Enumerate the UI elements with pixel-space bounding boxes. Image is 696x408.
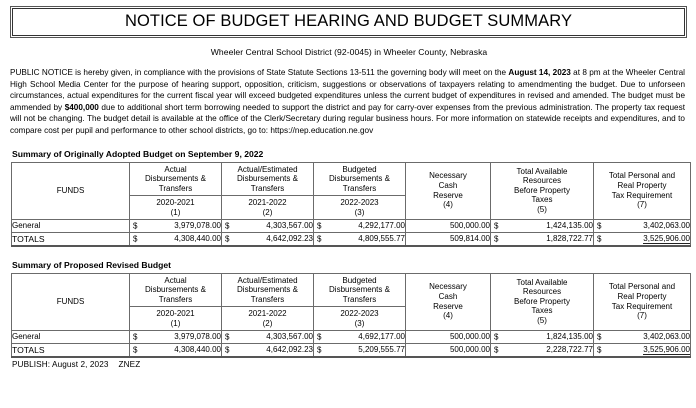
currency-symbol: $ [597, 332, 602, 341]
page-title: NOTICE OF BUDGET HEARING AND BUDGET SUMMARY [124, 12, 573, 30]
row-label-totals: TOTALS [12, 343, 130, 357]
district-subtitle: Wheeler Central School District (92-0045) in Wheeler County, Nebraska [210, 47, 488, 57]
header-col3-line3: Transfers [342, 294, 377, 304]
amount: 3,402,063.00 [643, 332, 690, 341]
header-col7-line3: Tax Requirement [611, 301, 673, 311]
header-col5-line4: Taxes [531, 306, 553, 316]
header-col1-line3: Transfers [158, 294, 193, 304]
header-cell-col7 [594, 273, 691, 330]
header-cell-funds [12, 273, 130, 330]
currency-symbol: $ [494, 234, 499, 244]
header-col4-line2: Cash [438, 180, 458, 190]
currency-symbol: $ [133, 345, 138, 354]
amount: 500,000.00 [449, 345, 490, 354]
header-col3-year: 2022-2023 [340, 309, 379, 319]
table-proposed-revised-budget [11, 273, 691, 358]
header-col7-line2: Real Property [617, 291, 667, 301]
header-col4-line1: Necessary [429, 171, 467, 181]
cell-totals-col1 [130, 232, 222, 246]
header-col1-number: (1) [170, 207, 181, 217]
cell-general-col5 [491, 219, 594, 232]
currency-symbol: $ [597, 221, 602, 231]
header-col3-line2: Disbursements & [329, 174, 390, 184]
header-col7-lines [594, 169, 690, 211]
currency-symbol: $ [133, 221, 138, 231]
header-col3-number: (3) [354, 318, 365, 328]
header-col1-lines [130, 163, 221, 196]
currency-symbol: $ [317, 234, 322, 244]
header-cell-col3-year [314, 307, 406, 330]
header-col1-line2: Disbursements & [145, 285, 206, 295]
cell-general-col1 [130, 330, 222, 343]
amount: 4,303,567.00 [266, 221, 313, 231]
currency-symbol: $ [317, 332, 322, 341]
cell-totals-col2 [222, 232, 314, 246]
header-col7-number: (7) [637, 200, 647, 210]
header-col5-line2: Resources [522, 287, 562, 297]
header-cell-col3-title [314, 162, 406, 196]
header-cell-col5 [491, 162, 594, 219]
header-col3-year: 2022-2023 [340, 198, 379, 208]
currency-symbol: $ [494, 221, 499, 231]
header-col1-line1: Actual [164, 164, 187, 174]
title-box [10, 6, 687, 38]
header-col7-number: (7) [637, 311, 647, 321]
header-col2-line2: Disbursements & [237, 174, 298, 184]
header-col3-lines [314, 163, 405, 196]
amount: 1,828,722.77 [546, 234, 593, 244]
table-header-row-top [12, 162, 691, 196]
cell-totals-col2 [222, 343, 314, 357]
amount: 3,979,078.00 [174, 332, 221, 341]
cell-general-col1 [130, 219, 222, 232]
header-col3-line2: Disbursements & [329, 285, 390, 295]
header-cell-col7 [594, 162, 691, 219]
notice-amendment-amount: $400,000 [64, 102, 99, 112]
amount: 2,228,722.77 [546, 345, 593, 354]
header-col5-lines [491, 165, 593, 217]
row-label-general: General [12, 330, 130, 343]
amount: 3,979,078.00 [174, 221, 221, 231]
currency-symbol: $ [133, 234, 138, 244]
header-col5-line4: Taxes [531, 195, 553, 205]
amount: 4,809,555.77 [358, 234, 405, 244]
table-row [12, 219, 691, 232]
header-col5-number: (5) [537, 315, 547, 325]
currency-symbol: $ [133, 332, 138, 341]
header-col7-line1: Total Personal and [608, 171, 676, 181]
header-col2-lines [222, 163, 313, 196]
table-originally-adopted-budget [11, 162, 691, 247]
amount: 3,525,906.00 [643, 344, 690, 354]
currency-symbol: $ [494, 332, 499, 341]
amount: 4,692,177.00 [358, 332, 405, 341]
header-col3-line1: Budgeted [342, 275, 377, 285]
currency-symbol: $ [317, 221, 322, 231]
header-col2-number: (2) [262, 318, 273, 328]
amount: 509,814.00 [449, 234, 490, 244]
header-col5-line2: Resources [522, 176, 562, 186]
row-label-totals: TOTALS [12, 232, 130, 246]
header-cell-col2-title [222, 162, 314, 196]
amount: 4,642,092.23 [266, 345, 313, 354]
cell-totals-col1 [130, 343, 222, 357]
header-col2-year: 2021-2022 [248, 309, 287, 319]
header-cell-col5 [491, 273, 594, 330]
header-cell-col3-title [314, 273, 406, 307]
header-col2-year: 2021-2022 [248, 198, 287, 208]
cell-general-col2 [222, 219, 314, 232]
currency-symbol: $ [494, 345, 499, 354]
header-col1-line1: Actual [164, 275, 187, 285]
cell-totals-col7 [594, 343, 691, 357]
notice-text-part2: at 8 pm at the Wheeler Central High School Media Center for the purpose of hearing support, opposition, criticism, suggestions or observations of taxpayers relating to amendmenting the budget. Due to unforseen circumstances, actual expenditures for the current fiscal year will exceed budgeted expenditures unless the current budget of expenditures in revised and amended. The budget must be ammended by [10, 68, 685, 112]
table-header-row-top [12, 273, 691, 307]
header-col2-line1: Actual/Estimated [237, 164, 298, 174]
header-cell-col2-title [222, 273, 314, 307]
header-col2-number: (2) [262, 207, 273, 217]
notice-hearing-date: August 14, 2023 [508, 68, 571, 77]
table-row [12, 232, 691, 246]
title-inner [12, 8, 685, 36]
currency-symbol: $ [225, 345, 230, 354]
header-col7-line3: Tax Requirement [611, 190, 673, 200]
cell-totals-col3 [314, 343, 406, 357]
header-col1-line2: Disbursements & [145, 174, 206, 184]
header-label-funds: FUNDS [56, 185, 85, 195]
header-col2-line3: Transfers [250, 294, 285, 304]
notice-text-part1: PUBLIC NOTICE is hereby given, in compliance with the provisions of State Statute Sections 13-511 the governing body will meet on the [10, 68, 509, 77]
cell-general-col3 [314, 330, 406, 343]
header-cell-col4 [406, 273, 491, 330]
cell-totals-col5 [491, 232, 594, 246]
cell-general-col3 [314, 219, 406, 232]
header-col4-number: (4) [443, 311, 453, 321]
cell-general-col7 [594, 219, 691, 232]
header-col2-line2: Disbursements & [237, 285, 298, 295]
amount: 3,402,063.00 [643, 221, 690, 231]
header-col1-number: (1) [170, 318, 181, 328]
header-col5-line1: Total Available [516, 277, 568, 287]
header-col5-line3: Before Property [513, 185, 571, 195]
header-col5-number: (5) [537, 204, 547, 214]
amount: 4,308,440.00 [174, 345, 221, 354]
table-row [12, 330, 691, 343]
header-cell-col1-title [130, 273, 222, 307]
publish-footer [12, 360, 688, 369]
section-title-proposed-revised: Summary of Proposed Revised Budget [12, 259, 172, 270]
cell-general-col4 [406, 219, 491, 232]
currency-symbol: $ [597, 345, 602, 354]
header-cell-col1-title [130, 162, 222, 196]
cell-totals-col4 [406, 343, 491, 357]
currency-symbol: $ [597, 234, 602, 244]
publish-date: PUBLISH: August 2, 2023 [12, 359, 109, 369]
header-cell-col3-year [314, 196, 406, 219]
cell-general-col4 [406, 330, 491, 343]
header-col1-year: 2020-2021 [156, 309, 195, 319]
cell-totals-col3 [314, 232, 406, 246]
row-label-general: General [12, 219, 130, 232]
amount: 500,000.00 [449, 332, 490, 341]
currency-symbol: $ [225, 221, 230, 231]
header-col4-lines [406, 169, 490, 211]
header-col3-number: (3) [354, 207, 365, 217]
header-col1-year: 2020-2021 [156, 198, 195, 208]
public-notice-paragraph [10, 67, 688, 137]
cell-totals-col7 [594, 232, 691, 246]
header-col3-line1: Budgeted [342, 164, 377, 174]
header-col4-number: (4) [443, 200, 453, 210]
currency-symbol: $ [225, 234, 230, 244]
amount: 500,000.00 [449, 221, 490, 231]
amount: 1,824,135.00 [546, 332, 593, 341]
amount: 4,303,567.00 [266, 332, 313, 341]
header-col7-line2: Real Property [617, 180, 667, 190]
amount: 1,424,135.00 [546, 221, 593, 231]
cell-totals-col4 [406, 232, 491, 246]
header-col2-line1: Actual/Estimated [237, 275, 298, 285]
header-col5-line3: Before Property [513, 296, 571, 306]
header-cell-col1-year [130, 196, 222, 219]
header-cell-funds [12, 162, 130, 219]
currency-symbol: $ [225, 332, 230, 341]
header-cell-col1-year [130, 307, 222, 330]
header-col7-line1: Total Personal and [608, 282, 676, 292]
header-cell-col2-year [222, 307, 314, 330]
cell-general-col2 [222, 330, 314, 343]
cell-general-col7 [594, 330, 691, 343]
header-col4-line3: Reserve [433, 301, 463, 311]
cell-totals-col5 [491, 343, 594, 357]
amount: 4,292,177.00 [358, 221, 405, 231]
notice-text-part3: due to additional short term borrowing needed to support the district and pay for carry-over expenses from the previous administration. The property tax request will not be changing. The budget detail is available at the office of the Clerk/Secretary during regular business hours. For more information on statewide receipts and expenditures, and to compare cost per pupil and performance to other school districts, go to: https://nep.education.ne.gov [10, 102, 685, 135]
header-col4-line2: Cash [438, 291, 458, 301]
header-label-funds: FUNDS [56, 296, 85, 306]
header-col5-line1: Total Available [516, 166, 568, 176]
cell-general-col5 [491, 330, 594, 343]
section-title-originally-adopted: Summary of Originally Adopted Budget on September 9, 2022 [12, 148, 264, 159]
header-cell-col2-year [222, 196, 314, 219]
amount: 3,525,906.00 [643, 233, 690, 243]
currency-symbol: $ [317, 345, 322, 354]
header-col3-line3: Transfers [342, 183, 377, 193]
amount: 5,209,555.77 [358, 345, 405, 354]
header-col2-line3: Transfers [250, 183, 285, 193]
header-col1-line3: Transfers [158, 183, 193, 193]
table-row [12, 343, 691, 357]
publish-code: ZNEZ [118, 359, 141, 369]
header-col4-line1: Necessary [429, 282, 467, 292]
header-col4-line3: Reserve [433, 190, 463, 200]
amount: 4,308,440.00 [174, 234, 221, 244]
header-cell-col4 [406, 162, 491, 219]
amount: 4,642,092.23 [266, 234, 313, 244]
